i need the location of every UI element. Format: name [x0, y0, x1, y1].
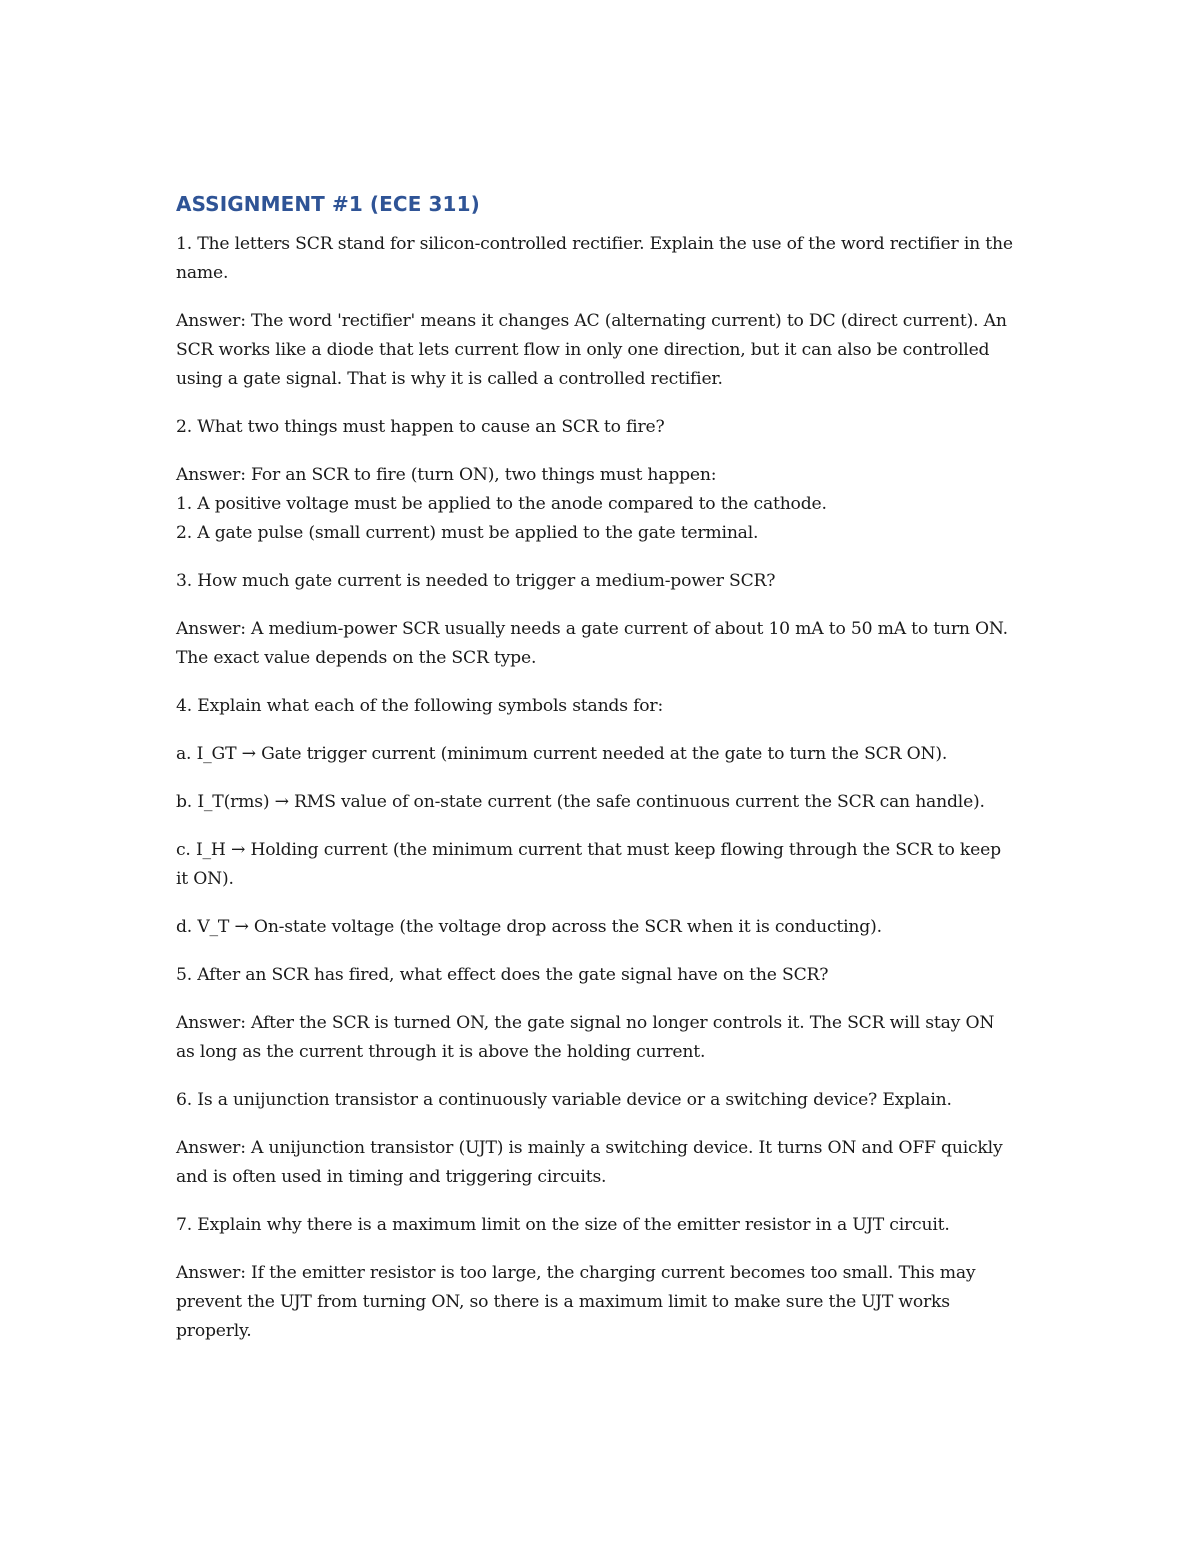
question-7: 7. Explain why there is a maximum limit on the size of the emitter resistor in a UJT circuit.: [176, 1215, 950, 1235]
answer-2: [176, 461, 1016, 548]
answer-2-item: 2. A gate pulse (small current) must be applied to the gate terminal.: [176, 523, 759, 543]
answer-5: Answer: After the SCR is turned ON, the gate signal no longer controls it. The SCR will stay ON as long as the current through it is above the holding current.: [176, 1013, 995, 1062]
symbol-item-igt: a. I_GT → Gate trigger current (minimum current needed at the gate to turn the SCR ON).: [176, 744, 948, 764]
answer-7: Answer: If the emitter resistor is too large, the charging current becomes too small. This may prevent the UJT from turning ON, so there is a maximum limit to make sure the UJT works properly.: [176, 1263, 976, 1341]
question-1: 1. The letters SCR stand for silicon-controlled rectifier. Explain the use of the word rectifier in the name.: [176, 234, 1013, 283]
symbol-item-ih: c. I_H → Holding current (the minimum current that must keep flowing through the SCR to keep it ON).: [176, 840, 1001, 889]
document-page: [176, 192, 1016, 1346]
answer-3: Answer: A medium-power SCR usually needs a gate current of about 10 mA to 50 mA to turn ON. The exact value depends on the SCR type.: [176, 619, 1008, 668]
answer-2-item: 1. A positive voltage must be applied to the anode compared to the cathode.: [176, 494, 827, 514]
question-3: 3. How much gate current is needed to trigger a medium-power SCR?: [176, 571, 776, 591]
answer-2-intro: Answer: For an SCR to fire (turn ON), two things must happen:: [176, 465, 717, 485]
assignment-title: ASSIGNMENT #1 (ECE 311): [176, 192, 480, 216]
symbol-item-vt: d. V_T → On-state voltage (the voltage drop across the SCR when it is conducting).: [176, 917, 882, 937]
question-4: 4. Explain what each of the following symbols stands for:: [176, 696, 664, 716]
answer-6: Answer: A unijunction transistor (UJT) is mainly a switching device. It turns ON and OFF quickly and is often used in timing and triggering circuits.: [176, 1138, 1003, 1187]
question-2: 2. What two things must happen to cause an SCR to fire?: [176, 417, 665, 437]
question-6: 6. Is a unijunction transistor a continuously variable device or a switching device? Explain.: [176, 1090, 952, 1110]
question-5: 5. After an SCR has fired, what effect does the gate signal have on the SCR?: [176, 965, 829, 985]
answer-1: Answer: The word 'rectifier' means it changes AC (alternating current) to DC (direct current). An SCR works like a diode that lets current flow in only one direction, but it can also be controlled using a gate signal. That is why it is called a controlled rectifier.: [176, 311, 1007, 389]
symbol-item-it-rms: b. I_T(rms) → RMS value of on-state current (the safe continuous current the SCR can handle).: [176, 792, 985, 812]
